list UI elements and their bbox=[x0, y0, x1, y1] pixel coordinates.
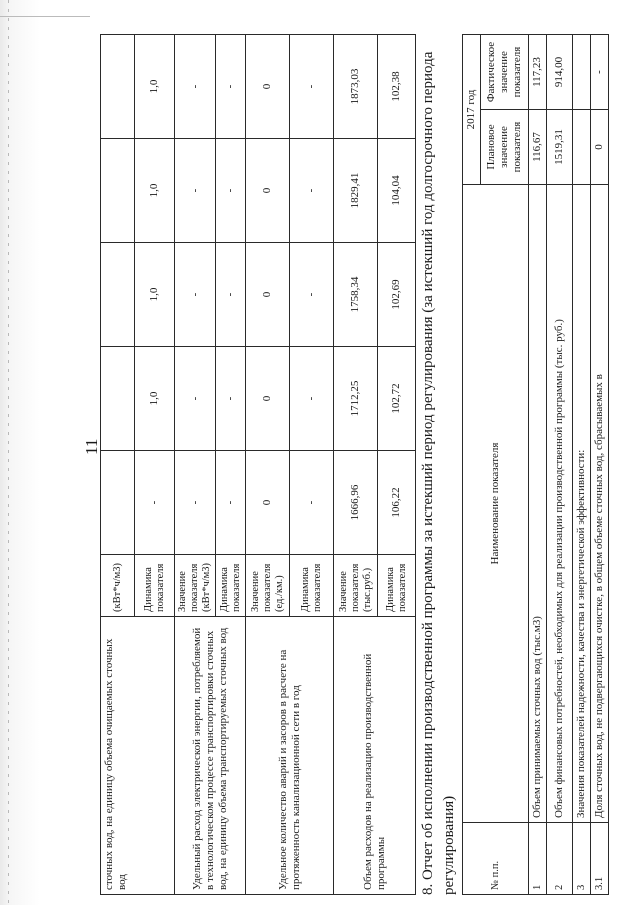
value-cell: - bbox=[290, 243, 334, 347]
value-cell: - bbox=[175, 243, 216, 347]
value-cell: - bbox=[175, 35, 216, 139]
value-cell bbox=[101, 243, 135, 347]
table-row bbox=[334, 35, 378, 895]
value-cell: 102,69 bbox=[378, 243, 416, 347]
col-plan-header: Плановое значение показателя bbox=[481, 110, 529, 185]
indicator-unit: Динамика показателя bbox=[216, 555, 246, 617]
col-number-header: № п.п. bbox=[463, 823, 529, 895]
value-cell: 102,38 bbox=[378, 35, 416, 139]
report-table bbox=[462, 34, 609, 895]
value-cell: 1,0 bbox=[135, 35, 175, 139]
table-row bbox=[175, 35, 216, 895]
value-cell: 1,0 bbox=[135, 243, 175, 347]
indicator-name: Удельное количество аварий и засоров в расчете на протяженность канализационной сети в год bbox=[246, 617, 334, 895]
value-cell: 0 bbox=[246, 347, 290, 451]
indicator-name: Объем расходов на реализацию производственной программы bbox=[334, 617, 416, 895]
indicator-name: Удельный расход электрической энергии, потребляемой в технологическом процессе транспортировки сточных вод, на единицу объема транспортируемых сточных вод bbox=[175, 617, 246, 895]
table-row bbox=[547, 35, 573, 895]
value-cell: 1712,25 bbox=[334, 347, 378, 451]
table-row bbox=[101, 35, 135, 895]
indicator-name: сточных вод, на единицу объема очищаемых сточных вод bbox=[101, 617, 175, 895]
value-cell: 1,0 bbox=[135, 347, 175, 451]
value-cell: 1,0 bbox=[135, 139, 175, 243]
value-cell bbox=[101, 451, 135, 555]
value-cell: 1873,03 bbox=[334, 35, 378, 139]
row-name: Значения показателей надежности, качества и энергетической эффективности: bbox=[573, 185, 591, 823]
row-number: 1 bbox=[529, 823, 547, 895]
row-name: Доля сточных вод, не подвергающихся очистке, в общем объеме сточных вод, сбрасываемых в bbox=[591, 185, 609, 823]
value-cell: 106,22 bbox=[378, 451, 416, 555]
row-number: 2 bbox=[547, 823, 573, 895]
table-row bbox=[573, 35, 591, 895]
indicator-unit: Динамика показателя bbox=[290, 555, 334, 617]
plan-value bbox=[573, 110, 591, 185]
value-cell: 0 bbox=[246, 451, 290, 555]
value-cell bbox=[101, 139, 135, 243]
row-number: 3.1 bbox=[591, 823, 609, 895]
value-cell: - bbox=[216, 451, 246, 555]
value-cell: - bbox=[175, 347, 216, 451]
table-row bbox=[591, 35, 609, 895]
indicator-unit: (кВт*ч/м3) bbox=[101, 555, 135, 617]
value-cell bbox=[101, 35, 135, 139]
value-cell: - bbox=[290, 347, 334, 451]
value-cell: 1829,41 bbox=[334, 139, 378, 243]
value-cell: 0 bbox=[246, 139, 290, 243]
value-cell: - bbox=[175, 139, 216, 243]
value-cell: - bbox=[290, 35, 334, 139]
year-header: 2017 год bbox=[463, 35, 481, 185]
value-cell: 1758,34 bbox=[334, 243, 378, 347]
value-cell: - bbox=[216, 347, 246, 451]
value-cell: 0 bbox=[246, 35, 290, 139]
page-number: 11 bbox=[82, 438, 101, 455]
section-title: 8. Отчет об исполнении производственной программы за истекший период регулирования (за истекший год долгосрочного периода регулирования) bbox=[420, 51, 457, 895]
fact-value bbox=[573, 35, 591, 110]
indicator-unit: Динамика показателя bbox=[378, 555, 416, 617]
rotated-page-content bbox=[100, 35, 605, 895]
scan-margin bbox=[0, 0, 60, 905]
plan-value: 116,67 bbox=[529, 110, 547, 185]
value-cell: 0 bbox=[246, 243, 290, 347]
row-number: 3 bbox=[573, 823, 591, 895]
value-cell: 1666,96 bbox=[334, 451, 378, 555]
value-cell bbox=[101, 347, 135, 451]
value-cell: - bbox=[175, 451, 216, 555]
value-cell: 102,72 bbox=[378, 347, 416, 451]
value-cell: 104,04 bbox=[378, 139, 416, 243]
table-row bbox=[246, 35, 290, 895]
value-cell: - bbox=[290, 451, 334, 555]
scan-rule bbox=[0, 16, 90, 17]
value-cell: - bbox=[290, 139, 334, 243]
col-name-header: Наименование показателя bbox=[463, 185, 529, 823]
plan-value: 0 bbox=[591, 110, 609, 185]
value-cell: - bbox=[135, 451, 175, 555]
indicator-unit: Значение показателя (тыс.руб.) bbox=[334, 555, 378, 617]
row-name: Объем принимаемых сточных вод (тыс.м3) bbox=[529, 185, 547, 823]
value-cell: - bbox=[216, 139, 246, 243]
indicator-unit: Значение показателя (кВт*ч/м3) bbox=[175, 555, 216, 617]
value-cell: - bbox=[216, 243, 246, 347]
fact-value: 117,23 bbox=[529, 35, 547, 110]
plan-value: 1519,31 bbox=[547, 110, 573, 185]
row-name: Объем финансовых потребностей, необходимых для реализации производственной программы (тыс. руб.) bbox=[547, 185, 573, 823]
table-row bbox=[529, 35, 547, 895]
indicator-unit: Динамика показателя bbox=[135, 555, 175, 617]
col-fact-header: Фактическое значение показателя bbox=[481, 35, 529, 110]
value-cell: - bbox=[216, 35, 246, 139]
fact-value: - bbox=[591, 35, 609, 110]
indicators-table bbox=[100, 34, 416, 895]
fact-value: 914,00 bbox=[547, 35, 573, 110]
indicator-unit: Значение показателя (ед./км.) bbox=[246, 555, 290, 617]
